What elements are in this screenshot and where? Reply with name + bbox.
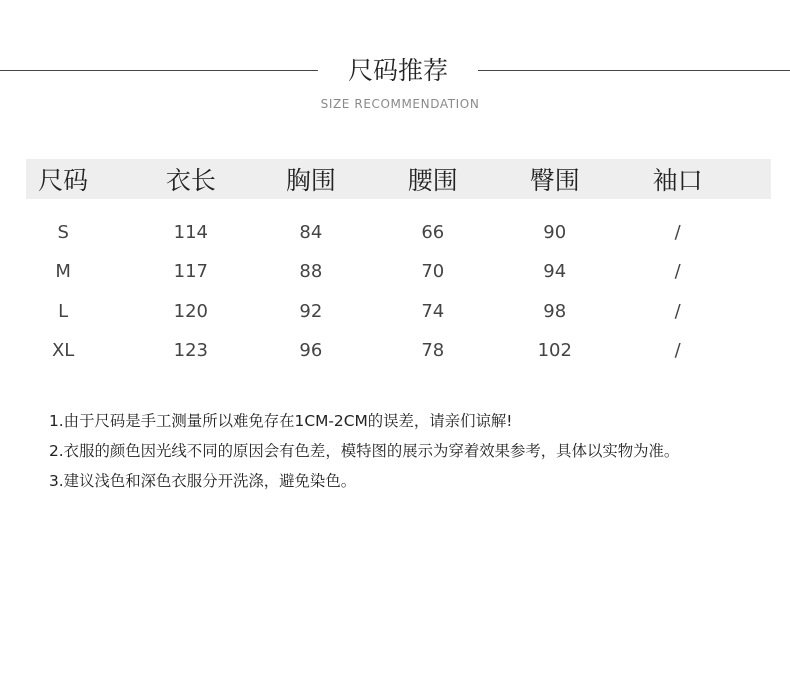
cell-length: 123 <box>173 340 208 362</box>
size-table <box>26 159 771 370</box>
header-size: 尺码 <box>38 166 89 195</box>
cell-hip: 98 <box>543 300 567 322</box>
table-row <box>26 331 771 370</box>
cell-size: XL <box>51 340 75 362</box>
header-waist: 腰围 <box>407 166 458 195</box>
cell-waist: 70 <box>421 261 445 283</box>
note-washing: 3.建议浅色和深色衣服分开洗涤，避免染色。 <box>49 472 357 490</box>
title-divider-right <box>478 70 790 71</box>
cell-size: S <box>57 222 69 244</box>
header-length: 衣长 <box>165 166 216 195</box>
page-title: 尺码推荐 <box>347 56 448 85</box>
table-row <box>26 252 771 291</box>
cell-waist: 66 <box>421 222 445 244</box>
cell-hip: 102 <box>537 340 572 362</box>
cell-length: 117 <box>173 261 208 283</box>
cell-cuff: / <box>674 340 681 362</box>
cell-cuff: / <box>674 300 681 322</box>
size-table-header <box>26 159 771 199</box>
size-notes <box>49 406 769 496</box>
cell-chest: 88 <box>299 261 323 283</box>
cell-chest: 84 <box>299 222 323 244</box>
cell-cuff: / <box>674 222 681 244</box>
header-hip: 臀围 <box>529 166 580 195</box>
cell-chest: 92 <box>299 300 323 322</box>
header-cuff: 袖口 <box>652 166 703 195</box>
note-measurement-error: 1.由于尺码是手工测量所以难免存在1CM-2CM的误差，请亲们谅解! <box>49 412 513 430</box>
table-row <box>26 213 771 252</box>
title-divider-left <box>0 70 318 71</box>
cell-size: M <box>55 261 71 283</box>
cell-waist: 78 <box>421 340 445 362</box>
cell-size: L <box>58 300 69 322</box>
cell-cuff: / <box>674 261 681 283</box>
note-color-difference: 2.衣服的颜色因光线不同的原因会有色差，模特图的展示为穿着效果参考，具体以实物为准。 <box>49 442 680 460</box>
cell-length: 120 <box>173 300 208 322</box>
table-row <box>26 292 771 331</box>
cell-length: 114 <box>173 222 208 244</box>
size-table-body <box>26 199 771 370</box>
cell-hip: 94 <box>543 261 567 283</box>
page-subtitle: SIZE RECOMMENDATION <box>320 97 480 111</box>
cell-chest: 96 <box>299 340 323 362</box>
section-title-row <box>0 0 790 100</box>
cell-waist: 74 <box>421 300 445 322</box>
cell-hip: 90 <box>543 222 567 244</box>
header-chest: 胸围 <box>285 166 336 195</box>
